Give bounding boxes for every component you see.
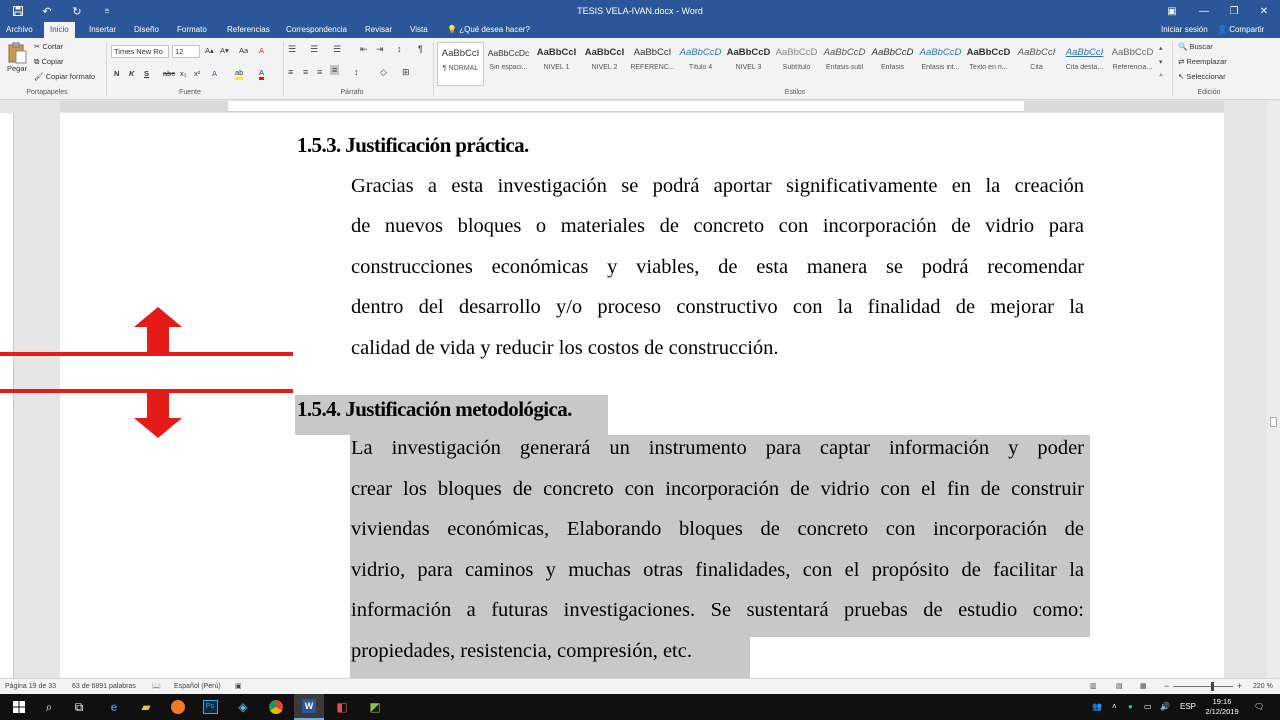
- paragraph-group-label: Párrafo: [340, 89, 364, 96]
- sign-in-link[interactable]: Iniciar sesión: [1161, 25, 1208, 34]
- undo-icon[interactable]: ↶: [42, 5, 52, 18]
- brush-icon: 🖌: [34, 72, 46, 81]
- tab-formato[interactable]: Formato: [177, 25, 207, 34]
- style-name: REFERENC...: [630, 64, 675, 71]
- style-preview: AaBbCcD: [823, 47, 866, 58]
- task-view-icon[interactable]: ⧉: [74, 699, 84, 714]
- macro-record-icon[interactable]: ▣: [235, 683, 242, 690]
- align-right-button[interactable]: ≡: [317, 67, 323, 77]
- clock-time: 19:16: [1212, 697, 1232, 706]
- paragraph-line: vidrio, para caminos y muchas otras finalidades, con el propósito de facilitar la: [351, 559, 1084, 581]
- paragraph-line: La investigación generará un instrumento para captar información y poder: [351, 437, 1084, 459]
- styles-more-icon[interactable]: ⩡: [1159, 72, 1163, 79]
- search-icon[interactable]: ⌕: [45, 699, 53, 714]
- word-count[interactable]: 63 de 6891 palabras: [72, 683, 136, 690]
- page-count[interactable]: Página 19 de 33: [5, 683, 56, 690]
- font-size-select[interactable]: 12: [172, 45, 200, 58]
- style-normal[interactable]: [437, 42, 484, 86]
- style-preview: AaBbCcI: [1017, 47, 1056, 58]
- format-painter-button[interactable]: [34, 72, 95, 81]
- document-page[interactable]: [60, 113, 1224, 678]
- whatsapp-icon[interactable]: ●: [1128, 702, 1133, 711]
- read-mode-icon[interactable]: ▥: [1090, 683, 1097, 690]
- group-separator: [283, 42, 284, 96]
- share-label: Compartir: [1229, 25, 1265, 34]
- tell-me-placeholder: ¿Qué desea hacer?: [459, 25, 530, 34]
- word-icon[interactable]: W: [294, 694, 324, 720]
- style-name: NIVEL 2: [591, 64, 618, 71]
- subscript-button[interactable]: x₂: [180, 69, 187, 78]
- app-icon[interactable]: ◩: [369, 700, 381, 714]
- proofing-icon[interactable]: 📖: [152, 683, 161, 690]
- style-name: NIVEL 1: [543, 64, 570, 71]
- style-preview: AaBbCcD: [679, 47, 722, 58]
- find-button[interactable]: [1178, 42, 1213, 51]
- style-preview: AaBbCcD: [966, 47, 1011, 58]
- strikethrough-button[interactable]: abc: [163, 69, 176, 78]
- style-name: Énfasis sutil: [825, 64, 864, 71]
- clock-date: 2/12/2019: [1205, 707, 1239, 716]
- paragraph-line: Gracias a esta investigación se podrá aportar significativamente en la creación: [351, 175, 1084, 197]
- paragraph-line: información a futuras investigaciones. Se sustentará pruebas de estudio como:: [351, 599, 1084, 621]
- tab-correspondencia[interactable]: Correspondencia: [286, 25, 347, 34]
- underline-button[interactable]: S: [144, 69, 150, 78]
- title-bar: [0, 0, 1280, 22]
- windows-taskbar: [0, 694, 1280, 720]
- group-separator: [433, 42, 434, 96]
- network-icon[interactable]: ▭: [1144, 702, 1152, 711]
- style-name: NIVEL 3: [735, 64, 762, 71]
- style-preview: AaBbCcDc: [487, 48, 530, 58]
- volume-icon[interactable]: 🔊: [1160, 702, 1170, 711]
- style-name: Cita desta...: [1065, 64, 1104, 71]
- paragraph-line: propiedades, resistencia, compresión, etc.: [351, 640, 692, 662]
- replace-label: Reemplazar: [1186, 57, 1227, 66]
- numbering-button[interactable]: ☰: [310, 44, 319, 54]
- cut-button[interactable]: [34, 42, 63, 51]
- person-icon: 👤: [1217, 25, 1227, 34]
- scrollbar-thumb[interactable]: [1270, 417, 1277, 427]
- style-referencias[interactable]: [629, 42, 676, 86]
- ribbon: [0, 38, 1280, 100]
- people-icon[interactable]: 👥: [1092, 702, 1102, 711]
- style-referencia-sutil[interactable]: [1109, 42, 1156, 86]
- zoom-slider[interactable]: [1173, 686, 1233, 687]
- ruler-left-margin: [60, 101, 228, 112]
- style-nivel-2[interactable]: [581, 42, 628, 86]
- style-subtitulo[interactable]: [773, 42, 820, 86]
- font-group-label: Fuente: [179, 89, 201, 96]
- text-effects-button[interactable]: A: [212, 69, 218, 78]
- superscript-button[interactable]: x²: [194, 69, 201, 78]
- style-enfasis-sutil[interactable]: [821, 42, 868, 86]
- style-name: Sin espaci...: [489, 64, 528, 71]
- print-layout-icon[interactable]: ▤: [1116, 683, 1123, 690]
- style-name: Cita: [1030, 64, 1043, 71]
- shading-button[interactable]: ◇: [380, 67, 387, 77]
- style-preview: AaBbCcI: [633, 47, 672, 58]
- clipboard-group-label: Portapapeles: [26, 89, 68, 96]
- ruler-right-margin: [1024, 101, 1224, 112]
- styles-scroll-up-icon[interactable]: ▴: [1159, 45, 1163, 52]
- keyboard-language[interactable]: ESP: [1180, 702, 1197, 711]
- style-preview: AaBbCcD: [1111, 47, 1154, 58]
- paragraph-line: construcciones económicas y viables, de esta manera se podrá recomendar: [351, 256, 1084, 278]
- chrome-icon[interactable]: [261, 694, 291, 720]
- heading-justificacion-practica: 1.5.3. Justificación práctica.: [297, 133, 529, 157]
- format-painter-label: Copiar formato: [45, 72, 96, 81]
- vertical-ruler[interactable]: [0, 113, 14, 678]
- select-button[interactable]: [1178, 72, 1226, 81]
- font-color-button[interactable]: A: [259, 68, 264, 80]
- style-preview: AaBbCcD: [726, 47, 771, 58]
- style-sin-espaciado[interactable]: [485, 42, 532, 86]
- scissors-icon: ✂: [34, 42, 43, 51]
- font-name-select[interactable]: Times New Ro: [111, 45, 169, 58]
- zoom-slider-thumb[interactable]: [1211, 682, 1214, 691]
- ribbon-display-options-icon[interactable]: ▣: [1167, 5, 1177, 17]
- restore-button[interactable]: ❐: [1229, 5, 1239, 17]
- styles-group-label: Estilos: [784, 89, 806, 96]
- style-cita-destacada[interactable]: [1061, 42, 1108, 86]
- clipboard-icon: [7, 42, 27, 64]
- tab-diseno[interactable]: Diseño: [134, 25, 159, 34]
- minimize-button[interactable]: —: [1199, 5, 1209, 17]
- zoom-in-button[interactable]: +: [1237, 681, 1243, 691]
- tab-referencias[interactable]: Referencias: [227, 25, 270, 34]
- group-separator: [106, 42, 107, 96]
- lightbulb-icon: 💡: [447, 25, 457, 34]
- select-label: Seleccionar: [1186, 72, 1226, 81]
- style-preview: AaBbCcI: [441, 48, 480, 59]
- style-nivel-1[interactable]: [533, 42, 580, 86]
- taskbar-clock[interactable]: [1197, 697, 1247, 717]
- redo-icon[interactable]: ↻: [72, 5, 82, 18]
- style-enfasis-intenso[interactable]: [917, 42, 964, 86]
- paragraph-line: de nuevos bloques o materiales de concreto con incorporación de vidrio para: [351, 215, 1084, 237]
- firefox-icon[interactable]: [163, 694, 193, 720]
- style-preview: AaBbCcI: [1065, 47, 1104, 58]
- horizontal-ruler[interactable]: [60, 101, 1224, 112]
- ribbon-tabs: [0, 22, 1280, 38]
- style-preview: AaBbCcI: [536, 47, 577, 58]
- style-enfasis[interactable]: [869, 42, 916, 86]
- line-spacing-button[interactable]: ↕: [354, 67, 359, 77]
- highlight-button[interactable]: ab: [235, 68, 243, 80]
- style-preview: AaBbCcD: [775, 47, 818, 58]
- group-separator: [1172, 42, 1173, 96]
- editing-group-label: Edición: [1197, 89, 1221, 96]
- sort-button[interactable]: ↕: [397, 44, 402, 54]
- style-preview: AaBbCcI: [584, 47, 625, 58]
- justify-button[interactable]: ≡: [332, 65, 338, 75]
- cut-label: Cortar: [42, 42, 64, 51]
- replace-button[interactable]: [1178, 57, 1227, 66]
- zoom-level[interactable]: 220 %: [1253, 683, 1273, 690]
- style-texto-en-negrita[interactable]: [965, 42, 1012, 86]
- windows-start-icon[interactable]: [4, 694, 34, 720]
- style-titulo-4[interactable]: [677, 42, 724, 86]
- arrow-down-icon: [132, 392, 184, 439]
- replace-icon: ⇄: [1178, 57, 1187, 66]
- app-icon[interactable]: ◈: [238, 700, 248, 714]
- edge-icon[interactable]: e: [110, 700, 118, 714]
- file-explorer-icon[interactable]: ▰: [141, 700, 151, 714]
- styles-scroll-down-icon[interactable]: ▾: [1159, 59, 1163, 66]
- tab-insertar[interactable]: Insertar: [89, 25, 117, 34]
- app-icon[interactable]: ◧: [336, 700, 348, 714]
- multilevel-list-button[interactable]: ☰: [333, 44, 342, 54]
- paste-label: Pegar: [6, 64, 27, 73]
- tab-archivo[interactable]: Archivo: [6, 25, 33, 34]
- bold-button[interactable]: N: [114, 69, 120, 78]
- style-cita[interactable]: [1013, 42, 1060, 86]
- borders-button[interactable]: ⊞: [402, 67, 410, 77]
- style-name: Énfasis: [881, 64, 904, 71]
- paste-button[interactable]: [6, 42, 28, 73]
- tell-me-search[interactable]: [447, 22, 530, 38]
- increase-indent-button[interactable]: ⇥: [376, 44, 384, 54]
- bullets-button[interactable]: ☰: [288, 44, 297, 54]
- share-button[interactable]: [1217, 22, 1264, 38]
- notifications-icon[interactable]: 🗨: [1254, 702, 1265, 711]
- search-icon: 🔍: [1178, 42, 1190, 51]
- style-name: Referencia...: [1112, 64, 1153, 71]
- style-name: Subtítulo: [782, 64, 811, 71]
- paragraph-line: crear los bloques de concreto con incorporación de vidrio con el fin de construir: [351, 478, 1084, 500]
- style-nivel-3[interactable]: [725, 42, 772, 86]
- copy-button[interactable]: [34, 57, 64, 67]
- tab-vista[interactable]: Vista: [410, 25, 428, 34]
- align-left-button[interactable]: ≡: [288, 67, 294, 77]
- status-bar: [0, 678, 1280, 694]
- zoom-out-button[interactable]: −: [1164, 681, 1170, 691]
- change-case-button[interactable]: Aa: [239, 46, 249, 55]
- window-title: TESIS VELA-IVAN.docx - Word: [577, 6, 703, 16]
- decrease-indent-button[interactable]: ⇤: [360, 44, 368, 54]
- shrink-font-button[interactable]: A▾: [220, 46, 229, 55]
- show-formatting-button[interactable]: ¶: [418, 44, 423, 54]
- grow-font-button[interactable]: A▴: [205, 46, 214, 55]
- copy-label: Copiar: [41, 57, 64, 66]
- arrow-up-icon: [132, 307, 184, 354]
- style-name: Texto en n...: [969, 64, 1008, 71]
- style-name: Énfasis int...: [921, 64, 960, 71]
- italic-button[interactable]: K: [129, 69, 135, 78]
- style-name: ¶ NORMAL: [442, 65, 479, 72]
- photoshop-icon[interactable]: Ps: [195, 694, 225, 720]
- cursor-icon: ↖: [1178, 72, 1187, 81]
- vertical-scrollbar[interactable]: [1267, 101, 1280, 678]
- copy-icon: ⧉: [34, 57, 42, 66]
- paragraph-line: calidad de vida y reducir los costos de construcción.: [351, 337, 779, 359]
- tab-revisar[interactable]: Revisar: [365, 25, 393, 34]
- tab-inicio[interactable]: Inicio: [44, 22, 75, 38]
- align-center-button[interactable]: ≡: [303, 67, 309, 77]
- find-label: Buscar: [1189, 42, 1213, 51]
- style-preview: AaBbCcD: [919, 47, 962, 58]
- style-name: Título 4: [688, 64, 713, 71]
- close-button[interactable]: ✕: [1259, 5, 1269, 17]
- paragraph-line: dentro del desarrollo y/o proceso constructivo con la finalidad de mejorar la: [351, 296, 1084, 318]
- customize-quick-access-icon[interactable]: ⩧: [104, 6, 110, 15]
- heading-justificacion-metodologica: 1.5.4. Justificación metodológica.: [297, 397, 572, 421]
- language-indicator[interactable]: Español (Perú): [174, 683, 221, 690]
- clear-format-button[interactable]: A: [259, 46, 265, 55]
- chevron-up-icon[interactable]: ˄: [1112, 702, 1117, 711]
- paragraph-line: viviendas económicas, Elaborando bloques de concreto con incorporación de: [351, 518, 1084, 540]
- web-layout-icon[interactable]: ▦: [1140, 683, 1147, 690]
- style-preview: AaBbCcD: [871, 47, 914, 58]
